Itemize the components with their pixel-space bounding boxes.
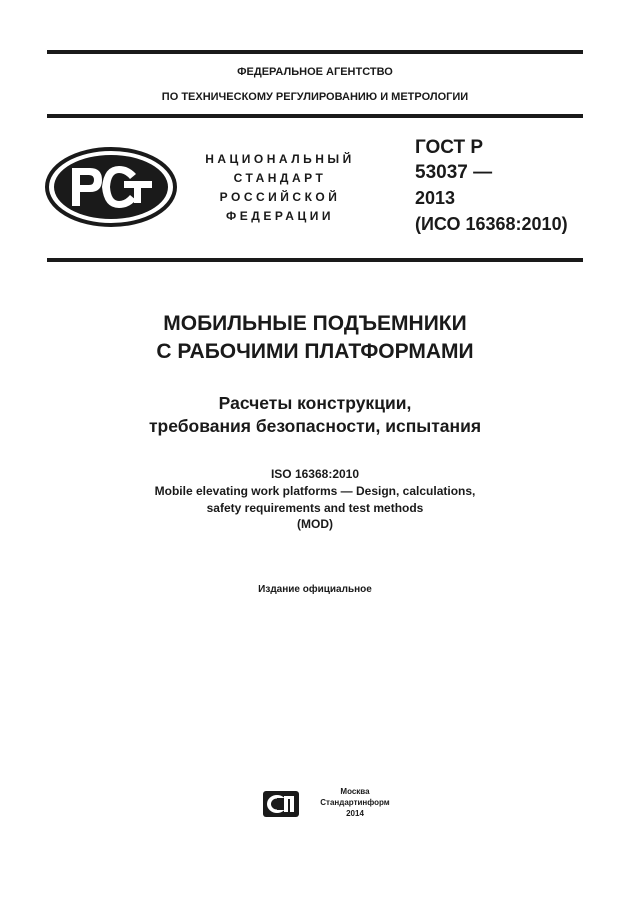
header-rule [47,114,583,118]
designation-line-2: 53037 — [415,162,493,183]
iso-reference-number: ISO 16368:2010 [270,467,360,481]
agency-line-2: ПО ТЕХНИЧЕСКОМУ РЕГУЛИРОВАНИЮ И МЕТРОЛОГИИ [161,91,469,103]
standard-type-line-4: ФЕДЕРАЦИИ [226,209,334,223]
designation-line-4: (ИСО 16368:2010) [415,214,568,234]
top-rule [47,50,583,54]
publisher-city: Москва [340,787,370,796]
designation-line-1: ГОСТ Р [415,137,484,158]
publisher-name: Стандартинформ [320,798,390,807]
rst-certification-mark-icon [44,146,178,228]
document-subtitle-line-1: Расчеты конструкции, [218,393,412,413]
iso-reference-title-line-1: Mobile elevating work platforms — Design, calculations, [154,484,476,498]
standard-type-line-2: СТАНДАРТ [233,171,327,185]
document-title-line-2: С РАБОЧИМИ ПЛАТФОРМАМИ [156,340,474,363]
standartinform-logo-icon [262,790,300,818]
iso-reference-title-line-2: safety requirements and test methods [206,501,424,515]
document-subtitle-line-2: требования безопасности, испытания [148,416,482,436]
designation-line-3: 2013 [415,188,456,208]
iso-modification-note: (MOD) [297,517,333,531]
publication-year: 2014 [346,809,364,818]
section-rule [47,258,583,262]
edition-note: Издание официальное [258,584,372,595]
agency-line-1: ФЕДЕРАЛЬНОЕ АГЕНТСТВО [237,66,393,78]
standard-type-line-1: НАЦИОНАЛЬНЫЙ [205,152,355,166]
standard-type-line-3: РОССИЙСКОЙ [219,190,341,204]
document-title-line-1: МОБИЛЬНЫЕ ПОДЪЕМНИКИ [163,312,467,335]
